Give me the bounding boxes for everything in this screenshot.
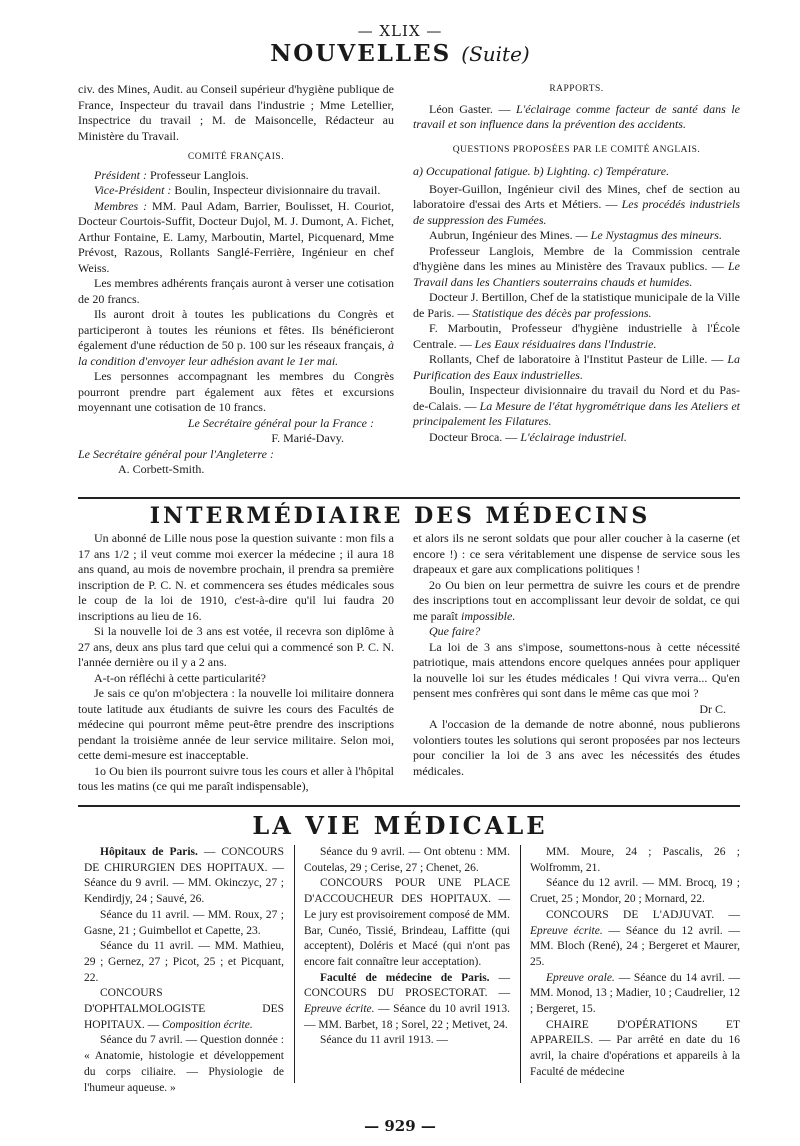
questions-heading: QUESTIONS PROPOSÉES PAR LE COMITÉ ANGLAIS.: [452, 144, 701, 155]
accompagnant-text: Les personnes accompagnant les membres du Congrès pourront prendre part également aux fêtes et excursions moyennant une cotisation de 10 francs.: [78, 369, 394, 414]
vie-entry-after: — Séance du 12 avril. — MM. Bloch (René), 24 ; Bergeret et Maurer, 25.: [530, 924, 740, 968]
inter-right-p1: et alors ils ne seront soldats que pour aller coucher à la caserne (et encore !) : ce sera véritablement une dispense de service sous les drapeaux et gare aux complications politiques !: [413, 531, 740, 576]
rapport-entry: [413, 228, 740, 244]
vie-entry-italic: Composition écrite.: [161, 1018, 253, 1031]
vie-col-1: [84, 845, 284, 1096]
vie-entry-italic: Epreuve écrite.: [530, 924, 603, 937]
cotisation-text: Les membres adhérents français auront à verser une cotisation de 20 francs.: [78, 276, 394, 306]
president-name: Professeur Langlois.: [150, 167, 249, 182]
vie-entry: [84, 908, 284, 939]
rapports-heading: RAPPORTS.: [549, 84, 604, 94]
section-divider-1: [78, 497, 740, 499]
intermediaire-right-column: [413, 531, 740, 779]
vie-entry-italic: Epreuve écrite.: [304, 1003, 375, 1016]
vie-entry: [530, 1018, 740, 1081]
nouvelles-right-column: [413, 82, 740, 445]
rapport-title: Le Nystagmus des mineurs.: [590, 228, 722, 242]
rapport-entry: [413, 383, 740, 430]
rapport-title: L'éclairage industriel.: [520, 429, 627, 444]
rapport-author: Rollants, Chef de laboratoire à l'Institut Pasteur de Lille. —: [429, 352, 724, 366]
droits-condition: à la condition d'envoyer leur adhésion avant le 1er mai.: [78, 338, 394, 368]
nouvelles-suite: (Suite): [461, 42, 530, 66]
vie-col-2-entries: [304, 845, 510, 1049]
rapport-title: La Purification des Eaux industrielles.: [413, 352, 741, 382]
vice-president-name: Boulin, Inspecteur divisionnaire du travail.: [174, 183, 381, 197]
vie-col-3-entries: [530, 845, 740, 1081]
rapport-title: Le Travail dans les Chantiers souterrains chauds et humides.: [413, 259, 740, 289]
inter-right-p3: La loi de 3 ans s'impose, soumettons-nous à cette nécessité patriotique, mais attendons encore quelques années pour appliquer la nouvelle loi sur les études médicales ! Qui vivra verra... Qu'en pensent mes confrères qui sont dans le même cas que moi ?: [413, 639, 740, 700]
vie-entry: [84, 1033, 284, 1096]
vie-entry-text: CONCOURS D'OPHTALMOLOGISTE DES HOPITAUX. —: [84, 987, 284, 1031]
vie-entry-after: — Séance du 10 avril 1913. — MM. Barbet, 18 ; Sorel, 22 ; Metivet, 24.: [304, 1003, 510, 1031]
secretaire-france-name: F. Marié-Davy.: [271, 431, 344, 445]
intermediaire-left-paragraphs: [78, 531, 394, 795]
intermediaire-paragraph: Si la nouvelle loi de 3 ans est votée, il recevra son diplôme à 27 ans, deux ans plus tard que celui qui a commencé son P. C. N. l'année dernière ou il y a 2 ans.: [78, 624, 394, 669]
rapport-title: Les Eaux résiduaires dans l'Industrie.: [474, 336, 657, 351]
vie-entry: [530, 971, 740, 1018]
rapport-title: La Mesure de l'état hygrométrique dans les Ateliers et principalement les Filatures.: [413, 398, 740, 428]
gaster-title: L'éclairage comme facteur de santé dans le travail et son influence dans la prévention des accidents.: [413, 101, 741, 131]
nouvelles-left-column: [78, 82, 394, 478]
vie-entry: [304, 876, 510, 970]
rapport-author: F. Marboutin, Professeur d'hygiène industrielle à l'École Centrale. —: [413, 321, 740, 351]
inter-right-p2: 2o Ou bien on leur permettra de suivre les cours et de prendre des inscriptions tout en accomplissant leur devoir de soldat, ce qui me paraît: [413, 577, 740, 623]
que-faire: Que faire?: [429, 624, 481, 638]
vie-entry: [530, 876, 740, 907]
vie-entry-text: MM. Moure, 24 ; Pascalis, 26 ; Wolfromm, 21.: [530, 846, 740, 874]
vie-entry-text: CHAIRE D'OPÉRATIONS ET APPAREILS. — Par arrêté en date du 16 avril, la chaire d'opérations et appareils à la Faculté de médecine: [530, 1018, 740, 1078]
vie-entry-text: Séance du 11 avril. — MM. Roux, 27 ; Gasne, 21 ; Guimbellot et Capette, 23.: [84, 908, 284, 937]
rapport-author: Docteur J. Bertillon, Chef de la statistique municipale de la Ville de Paris. —: [413, 290, 740, 320]
rapport-entry: [413, 430, 740, 446]
vie-entry: [530, 845, 740, 876]
rapport-author: Boyer-Guillon, Ingénieur civil des Mines, chef de section au laboratoire d'essai des Arts et Métiers. —: [413, 181, 740, 211]
vie-entry: [304, 845, 510, 876]
vie-entry-italic: Epreuve orale.: [546, 971, 615, 984]
vie-medicale-title: LA VIE MÉDICALE: [252, 811, 548, 840]
inter-right-p4: A l'occasion de la demande de notre abonné, nous publierons volontiers toutes les solutions qui seront proposées par nos lecteurs pour concilier la loi de 3 ans avec les nécessités des études médicales.: [413, 717, 740, 778]
rapport-entry: [413, 244, 740, 291]
vice-president-label: Vice-Président :: [94, 183, 172, 197]
vie-entry-text: Séance du 11 avril. — MM. Mathieu, 29 ; Gernez, 27 ; Picot, 25 ; et Picquant, 22.: [84, 940, 284, 984]
vie-entry: [84, 845, 284, 908]
nouvelles-heading: NOUVELLES: [270, 40, 452, 67]
secretaire-angleterre-label: Le Secrétaire général pour l'Angleterre :: [78, 446, 274, 461]
vie-entry-after: — Séance du 14 avril. — MM. Monod, 13 ; Madier, 10 ; Caudrelier, 12 ; Bergeret, 15.: [530, 971, 740, 1016]
vie-entry-text: — CONCOURS DE CHIRURGIEN DES HOPITAUX. — Séance du 9 avril. — MM. Okinczyc, 27 ; Kendirdjy, 24 ; Sauvé, 26.: [84, 846, 284, 906]
vie-entry-text: CONCOURS POUR UNE PLACE D'ACCOUCHEUR DES HOPITAUX. — Le jury est provisoirement composé de MM. Bar, Cunéo, Tissié, Brindeau, Laffitte (qui acceptent), Doléris et Macé (qui n'ont pas encore fait connaître leur acceptation).: [304, 877, 510, 968]
membres-label: Membres :: [94, 198, 148, 213]
intermediaire-title: INTERMÉDIAIRE DES MÉDECINS: [149, 503, 651, 529]
rapport-entry: [413, 352, 740, 383]
membres-list: MM. Paul Adam, Barrier, Boulisset, H. Couriot, Docteur Courtois-Suffit, Docteur Dujol, M. J. Dumont, A. Fichet, Arthur Fontaine, E. Lamy, Marboutin, Martel, Picquenard, Mme Prévost, Razous, Rollants Sanglé-Ferrière, Ingénieur en chef Weiss.: [78, 198, 394, 275]
intermediaire-paragraph: Je sais ce qu'on m'objectera : la nouvelle loi militaire donnera toute latitude aux étudiants de suivre les cours des Facultés de médecine qui pourront même peut-être prendre des inscriptions pendant la troisième année de leur service militaire. Selon moi, cette demi-mesure est inacceptable.: [78, 686, 394, 762]
president-label: Président :: [94, 167, 147, 182]
vie-entry: [84, 939, 284, 986]
intermediaire-paragraph: 1o Ou bien ils pourront suivre tous les cours et aller à l'hôpital tous les matins (ce qui me paraît indispensable),: [78, 763, 394, 793]
secretaire-angleterre-name: A. Corbett-Smith.: [118, 462, 205, 476]
vie-entry-text: — CONCOURS DU PROSECTORAT. —: [304, 971, 510, 1000]
intermediaire-paragraph: A-t-on réfléchi à cette particularité?: [94, 670, 266, 685]
section-divider-2: [78, 805, 740, 807]
rapport-author: Docteur Broca. —: [429, 429, 518, 444]
questions-list: a) Occupational fatigue. b) Lighting. c) Température.: [413, 164, 670, 178]
signature: Dr C.: [699, 701, 726, 716]
intermediaire-left-column: [78, 531, 394, 795]
vie-entry-heading: Faculté de médecine de Paris.: [320, 971, 490, 984]
rapport-author: Aubrun, Ingénieur des Mines. —: [429, 228, 588, 242]
rapport-entry: [413, 182, 740, 229]
secretaire-france-label: Le Secrétaire général pour la France :: [187, 415, 374, 430]
column-rule-1: [294, 845, 295, 1083]
rapport-entry: [413, 321, 740, 352]
vie-entry: [304, 971, 510, 1034]
vie-col-2: [304, 845, 510, 1049]
vie-entry: [304, 1033, 510, 1049]
rapport-title: Statistique des décès par professions.: [472, 305, 652, 320]
vie-col-3: [530, 845, 740, 1081]
page-folio: — 929 —: [364, 1117, 436, 1135]
intermediaire-paragraph: Un abonné de Lille nous pose la question suivante : mon fils a 17 ans 1/2 ; il veut comme moi exercer la médecine ; il aura 18 ans quand, au mois de novembre prochain, il prendra sa première inscription de P. C. N. et commencera ses études médicales sous le coup de la loi de 1910, c'est-à-dire qu'il lui faudra 20 inscriptions au lieu de 16.: [78, 531, 394, 623]
rapport-title: Les procédés industriels de suppression des Fumées.: [413, 197, 741, 227]
rapport-author: Boulin, Inspecteur divisionnaire du travail du Nord et du Pas-de-Calais. —: [413, 383, 740, 413]
rapport-entries: [413, 182, 740, 446]
rapport-entry: [413, 290, 740, 321]
vie-entry: [84, 986, 284, 1033]
vie-col-1-entries: [84, 845, 284, 1096]
nouvelles-title: [0, 40, 800, 67]
vie-entry-text: Séance du 9 avril. — Ont obtenu : MM. Coutelas, 29 ; Cerise, 27 ; Chenet, 26.: [304, 846, 510, 874]
intro-text: civ. des Mines, Audit. au Conseil supérieur d'hygiène publique de France, Inspecteur du travail dans l'industrie ; Mme Letellier, Inspectrice du travail ; M. de Maisoncelle, Rédacteur au Ministère du Travail.: [78, 82, 394, 143]
rapport-author: Professeur Langlois, Membre de la Commission centrale d'hygiène dans les mines au Ministère des Travaux publics. —: [413, 243, 740, 273]
vie-entry-text: Séance du 7 avril. — Question donnée : « Anatomie, histologie et développement du corps ciliaire. — Physiologie de l'humeur aqueuse. »: [84, 1034, 284, 1094]
vie-entry: [530, 908, 740, 971]
droits-text: Ils auront droit à toutes les publications du Congrès et participeront à toutes les réunions et fêtes. Ils bénéficieront également d'une réduction de 50 p. 100 sur les réseaux français,: [78, 307, 394, 352]
vie-entry-text: Séance du 11 avril 1913. —: [320, 1034, 448, 1047]
roman-page-number: — XLIX —: [357, 22, 443, 40]
comite-francais-heading: COMITÉ FRANÇAIS.: [187, 152, 285, 162]
gaster-name: Léon Gaster. —: [429, 101, 511, 116]
column-rule-2: [520, 845, 521, 1083]
vie-entry-text: CONCOURS DE L'ADJUVAT. —: [546, 908, 740, 921]
vie-entry-text: Séance du 12 avril. — MM. Brocq, 19 ; Cruet, 25 ; Mondor, 20 ; Mornard, 22.: [530, 877, 740, 906]
vie-entry-heading: Hôpitaux de Paris.: [100, 846, 198, 858]
inter-right-p2-italic: impossible.: [460, 608, 516, 623]
